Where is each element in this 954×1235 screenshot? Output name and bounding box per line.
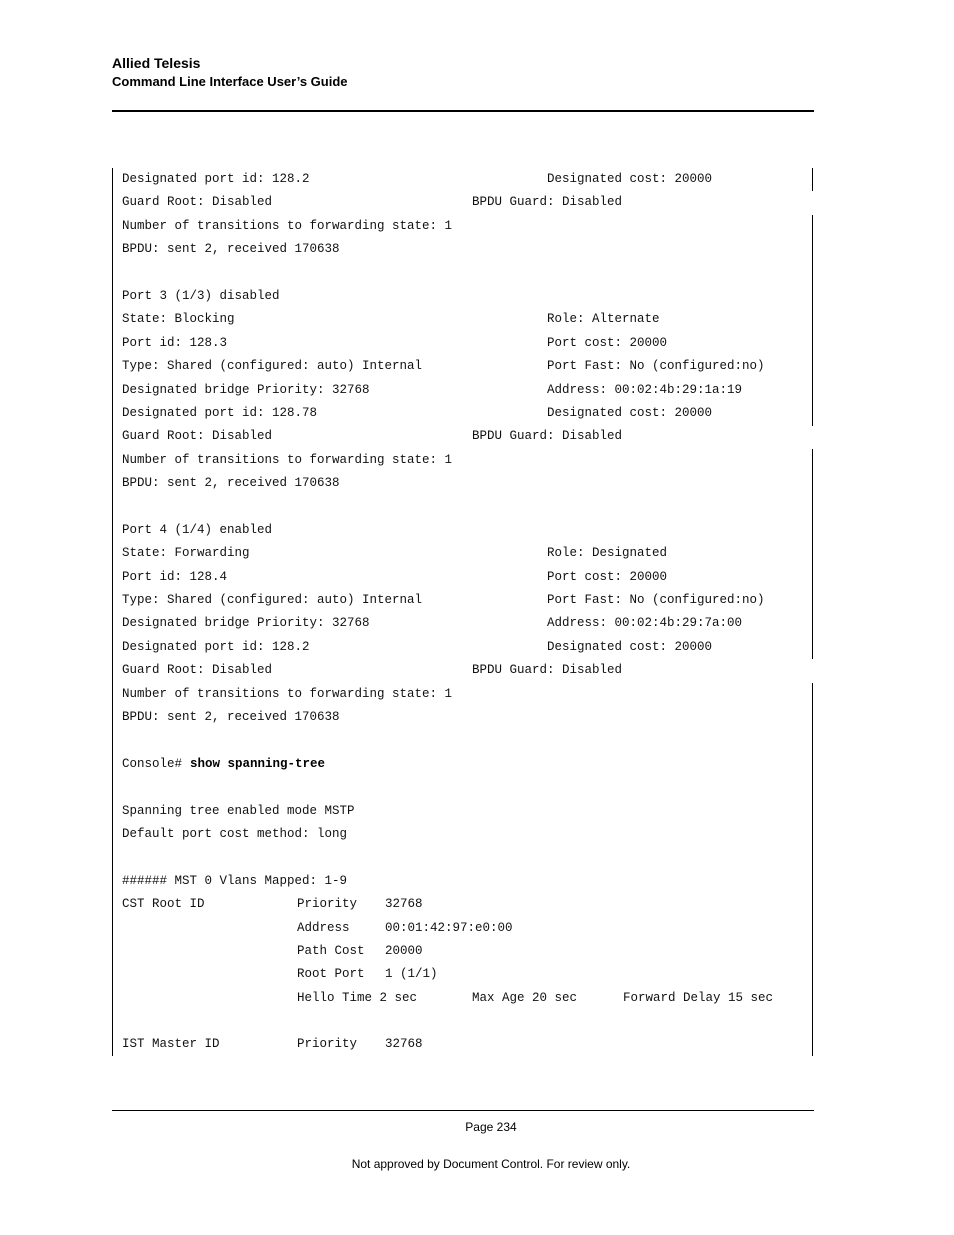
- code-text: Console#: [122, 756, 190, 771]
- code-line: [122, 379, 802, 402]
- code-text: Default port cost method: long: [122, 826, 348, 841]
- code-text: Number of transitions to forwarding state: 1: [122, 686, 453, 701]
- code-line: [122, 659, 802, 682]
- code-line: [122, 706, 802, 729]
- code-text: Address: 00:02:4b:29:1a:19: [547, 382, 743, 397]
- company-name: Allied Telesis: [112, 55, 201, 71]
- command-text: show spanning-tree: [190, 756, 326, 771]
- code-line: [122, 472, 802, 495]
- code-text: Port id: 128.3: [122, 335, 228, 350]
- code-line: [122, 215, 802, 238]
- code-text: Guard Root: Disabled: [122, 429, 273, 444]
- code-line: [122, 449, 802, 472]
- code-text: Designated cost: 20000: [547, 405, 713, 420]
- cli-output-block: [122, 168, 802, 1057]
- code-text: Path Cost: [297, 943, 365, 958]
- code-text: Priority: [297, 897, 358, 912]
- code-text: Designated cost: 20000: [547, 172, 713, 186]
- code-line: [122, 940, 802, 963]
- code-text: Address: [297, 920, 350, 935]
- code-text: Number of transitions to forwarding state: 1: [122, 452, 453, 467]
- code-text: 32768: [385, 1037, 423, 1052]
- code-text: Port cost: 20000: [547, 569, 668, 584]
- code-text: State: Forwarding: [122, 546, 250, 561]
- footer-rule: [112, 1110, 814, 1111]
- code-text: Type: Shared (configured: auto) Internal: [122, 593, 423, 608]
- code-text: Designated port id: 128.78: [122, 405, 318, 420]
- code-text: 00:01:42:97:e0:00: [385, 920, 513, 935]
- code-line: [122, 1010, 802, 1033]
- code-text: CST Root ID: [122, 897, 205, 912]
- code-text: Root Port: [297, 967, 365, 982]
- code-text: Type: Shared (configured: auto) Internal: [122, 359, 423, 374]
- code-line: [122, 846, 802, 869]
- code-text: Max Age 20 sec: [472, 990, 578, 1005]
- code-text: Designated port id: 128.2: [122, 639, 310, 654]
- code-line: [122, 893, 802, 916]
- code-line: [122, 589, 802, 612]
- code-text: Role: Alternate: [547, 312, 660, 327]
- code-line: [122, 1033, 802, 1056]
- code-text: Guard Root: Disabled: [122, 663, 273, 678]
- code-line: [122, 987, 802, 1010]
- code-text: BPDU: sent 2, received 170638: [122, 242, 340, 257]
- header-rule: [112, 110, 814, 112]
- change-bar: [812, 449, 813, 659]
- code-text: State: Blocking: [122, 312, 235, 327]
- code-text: Priority: [297, 1037, 358, 1052]
- code-line: [122, 870, 802, 893]
- code-text: Port 4 (1/4) enabled: [122, 522, 273, 537]
- code-text: Guard Root: Disabled: [122, 195, 273, 210]
- code-line: [122, 800, 802, 823]
- guide-title: Command Line Interface User’s Guide: [112, 74, 348, 89]
- code-line: [122, 332, 802, 355]
- code-text: BPDU Guard: Disabled: [472, 195, 623, 210]
- code-text: BPDU Guard: Disabled: [472, 429, 623, 444]
- code-text: Port 3 (1/3) disabled: [122, 288, 280, 303]
- code-line: [122, 729, 802, 752]
- code-line: [122, 542, 802, 565]
- code-line: [122, 776, 802, 799]
- code-line: [122, 495, 802, 518]
- code-text: Designated bridge Priority: 32768: [122, 616, 370, 631]
- code-text: 1 (1/1): [385, 967, 438, 982]
- code-text: Forward Delay 15 sec: [623, 990, 774, 1005]
- code-line: [122, 823, 802, 846]
- code-line: [122, 168, 802, 191]
- code-text: Designated bridge Priority: 32768: [122, 382, 370, 397]
- code-text: Port Fast: No (configured:no): [547, 359, 765, 374]
- code-text: Port id: 128.4: [122, 569, 228, 584]
- code-line: [122, 917, 802, 940]
- code-text: Hello Time 2 sec: [297, 990, 418, 1005]
- code-line: [122, 355, 802, 378]
- code-line: [122, 262, 802, 285]
- code-line: [122, 308, 802, 331]
- code-text: ###### MST 0 Vlans Mapped: 1-9: [122, 873, 348, 888]
- code-line: [122, 683, 802, 706]
- code-line: [122, 425, 802, 448]
- code-text: BPDU: sent 2, received 170638: [122, 476, 340, 491]
- code-text: Spanning tree enabled mode MSTP: [122, 803, 355, 818]
- page-number: Page 234: [465, 1120, 517, 1134]
- code-text: Port cost: 20000: [547, 335, 668, 350]
- code-line: [122, 285, 802, 308]
- code-line: [122, 636, 802, 659]
- code-text: Port Fast: No (configured:no): [547, 593, 765, 608]
- code-line: [122, 566, 802, 589]
- code-text: Designated port id: 128.2: [122, 172, 310, 186]
- code-line: [122, 238, 802, 261]
- code-line: [122, 753, 802, 776]
- code-line: [122, 612, 802, 635]
- code-text: BPDU: sent 2, received 170638: [122, 709, 340, 724]
- code-text: Number of transitions to forwarding state: 1: [122, 218, 453, 233]
- review-notice: Not approved by Document Control. For review only.: [351, 1157, 631, 1171]
- code-text: IST Master ID: [122, 1037, 220, 1052]
- code-text: 20000: [385, 943, 423, 958]
- change-bar: [812, 683, 813, 1056]
- code-line: [122, 191, 802, 214]
- code-text: Designated cost: 20000: [547, 639, 713, 654]
- change-bar: [812, 168, 813, 191]
- code-text: BPDU Guard: Disabled: [472, 663, 623, 678]
- code-text: Role: Designated: [547, 546, 668, 561]
- code-line: [122, 519, 802, 542]
- code-text: 32768: [385, 897, 423, 912]
- code-line: [122, 402, 802, 425]
- change-bar: [812, 215, 813, 426]
- code-text: Address: 00:02:4b:29:7a:00: [547, 616, 743, 631]
- code-line: [122, 963, 802, 986]
- page-header: [112, 55, 348, 90]
- code-block-left-border: [112, 168, 113, 1056]
